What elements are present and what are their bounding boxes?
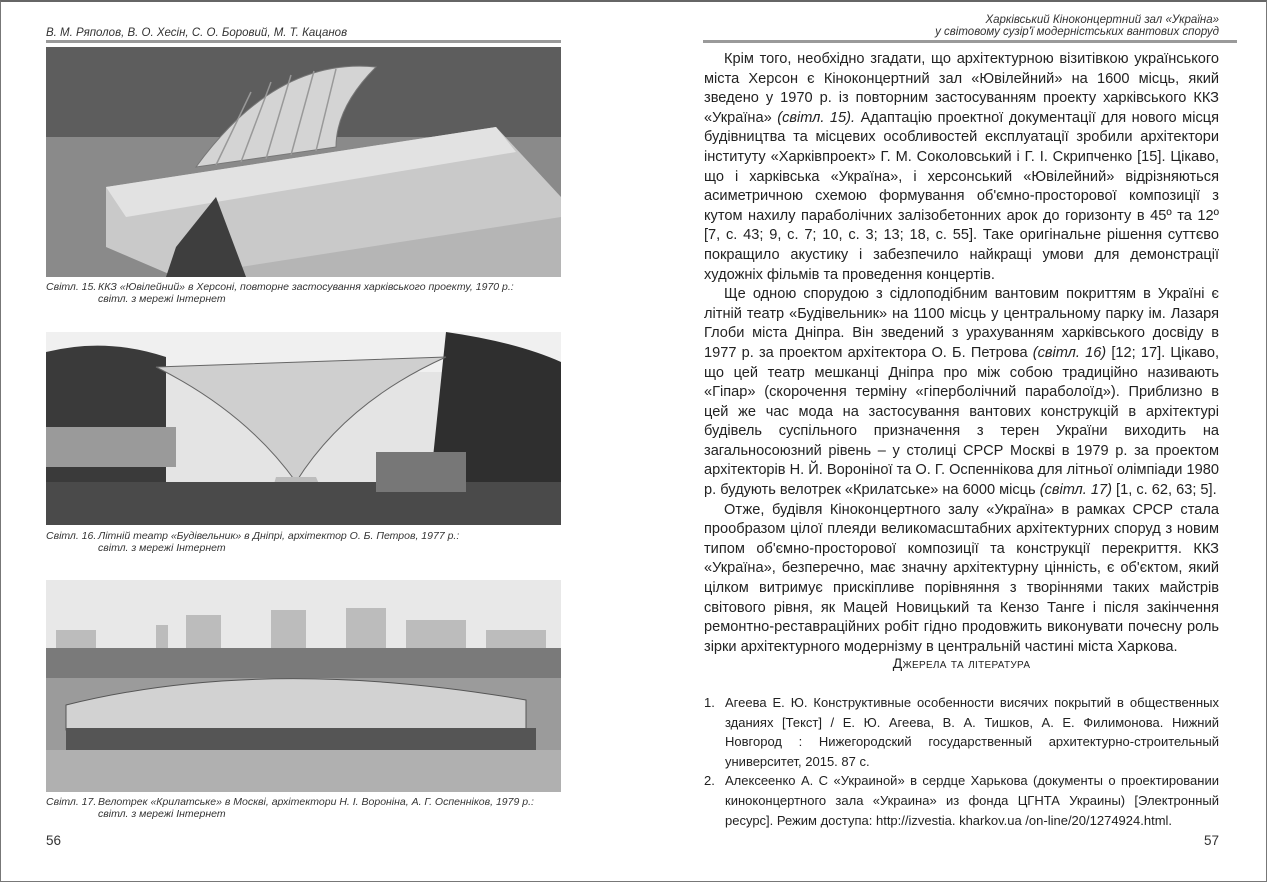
text: [1, с. 62, 63; 5]. [1112, 482, 1217, 499]
caption-label: Світл. 17. [46, 796, 97, 808]
caption-source: світл. з мережі Інтернет [98, 807, 226, 820]
text: Ще одною спорудою з сідлоподібним вантовим покриттям в Україні є літній театр «Будівельник» на 1100 місць у центральному парку ім. Лазаря Глоби міста Дніпра. Він зведений з урахуванням харківського досвіду в 1977 р. за проектом архітектора О. Б. Петрова [704, 286, 1219, 361]
figure-reference: (світл. 15). [777, 109, 856, 126]
text: Отже, будівля Кіноконцертного залу «Україна» в рамках СРСР стала прообразом цілої плеяди великомасштабних архітектурних споруд з новим типом об'ємно-просторової композиції та конструкції перекриття. ККЗ «Україна», безперечно, має значну архітектурну цінність, є об'єктом, який цілком витримує прискіпливе порівняння з творіннями таких майстрів світового рівня, як Мацей Новицький та Кензо Танге і після закінчення ремонтно-реставраційних робіт гідно продовжить виконувати почесну роль зірки архітектурного модернізму в центральній частині міста Харкова. [704, 501, 1219, 655]
reference-item [704, 771, 1219, 830]
paragraph [704, 50, 1219, 285]
caption-figure-15 [46, 282, 566, 305]
photo-yuvileinyi-kherson [46, 47, 561, 277]
caption-label: Світл. 15. [46, 281, 97, 293]
text: Крім того, необхідно згадати, що архітектурною візитівкою українського міста Херсон є Кіноконцертний зал «Ювілейний» на 1600 місць, який зведено у 1970 р. із повторним застосуванням проекту харківського ККЗ «Україна» [704, 51, 1219, 126]
caption-figure-17 [46, 797, 566, 820]
caption-source: світл. з мережі Інтернет [98, 292, 226, 305]
caption-text: Літній театр «Будівельник» в Дніпрі, архітектор О. Б. Петров, 1977 р.: [98, 530, 460, 542]
caption-text: ККЗ «Ювілейний» в Херсоні, повторне застосування харківського проекту, 1970 р.: [98, 281, 514, 293]
header-rule-right [703, 40, 1237, 43]
reference-number: 1. [704, 695, 715, 710]
running-header-line-2: у світовому сузір'ї модерністських вантових споруд [935, 26, 1219, 38]
text: [12; 17]. Цікаво, що цей театр мешканці Дніпра про між собою традиційно називають «Гіпар» (скорочення терміну «гіперболічний параболоїд»). Приблизно в цей же час мода на застосування вантових конструкцій в архітектурі будівель суспільного призначення з терен України виходить на загальносоюзний рівень – у столиці СРСР Москві в 1979 р. за проектом архітекторів Н. Й. Вороніної та О. Г. Оспеннікова для літньої олімпіади 1980 р. будують велотрек «Крилатське» на 6000 місць [704, 344, 1219, 499]
caption-source: світл. з мережі Інтернет [98, 541, 226, 554]
reference-number: 2. [704, 773, 715, 789]
reference-item [704, 693, 1219, 771]
references-heading: Джерела та література [892, 655, 1031, 671]
running-header-title [935, 14, 1219, 38]
page-number-left: 56 [46, 833, 62, 848]
running-header-authors: В. М. Ряполов, В. О. Хесін, С. О. Боровий, М. Т. Кацанов [46, 27, 348, 39]
caption-figure-16 [46, 531, 566, 554]
figure-reference: (світл. 16) [1032, 344, 1107, 361]
header-rule-left [46, 40, 561, 43]
article-body [704, 50, 1219, 657]
reference-text: Агеева Е. Ю. Конструктивные особенности висячих покрытий в общественных зданиях [Текст] / Е. Ю. Агеева, В. А. Тишков, А. Е. Филимонова. Нижний Новгород : Нижегородский государственный архитектурно-строительный университет, 2015. 87 с. [725, 695, 1219, 769]
text: Адаптацію проектної документації для нового місця будівництва та місцевих особливостей експлуатації зробили архітектори інституту «Харківпроект» Г. М. Соколовський і Г. І. Скрипченко [15]. Цікаво, що і харківська «Україна», і херсонський «Ювілейний» відрізняються асиметричною схемою формування об'ємно-просторової композиції з кутом нахилу параболічних залізобетонних арок до горизонту в 45º та 12º [7, с. 43; 9, с. 7; 10, с. 3; 13; 18, с. 55]. Таке оригінальне рішення суттєво покращило акустику і забезпечило найкращі умови для демонстрації художніх фільмів та проведення концертів. [704, 109, 1220, 283]
figure-reference: (світл. 17) [1039, 482, 1112, 499]
page-number-right: 57 [1204, 833, 1220, 848]
caption-text: Велотрек «Крилатське» в Москві, архітектори Н. І. Вороніна, А. Г. Оспенніков, 1979 р.: [98, 796, 534, 808]
photo-budivelnyk-dnipro [46, 332, 561, 525]
references-list [704, 693, 1219, 830]
paragraph [704, 501, 1219, 658]
running-header-line-1: Харківський Кіноконцертний зал «Україна» [985, 14, 1219, 26]
photo-krylatske-moscow [46, 580, 561, 792]
paragraph [704, 285, 1219, 501]
caption-label: Світл. 16. [46, 530, 97, 542]
reference-text: Алексеенко А. С «Украиной» в сердце Харькова (документы о проектировании киноконцертного зала «Украина» из фонда ЦГНТА Украины) [Электронный ресурс]. Режим доступа: http://izvestia. kharkov.ua /on-line/20/1274924.html. [725, 773, 1219, 828]
